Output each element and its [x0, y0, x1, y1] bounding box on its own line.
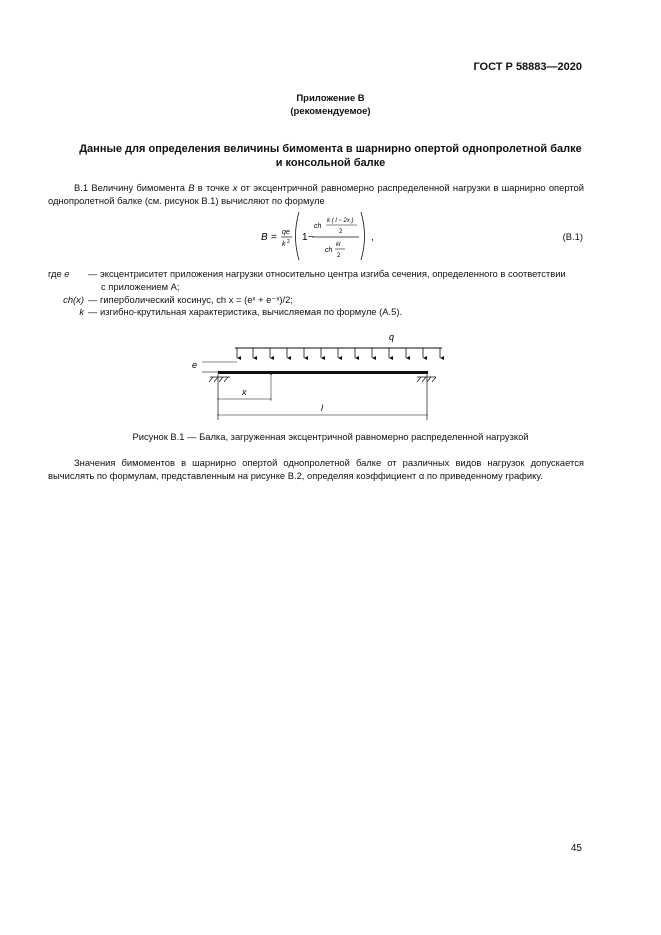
load-arrows: [237, 348, 440, 358]
formula-number: (В.1): [562, 231, 583, 242]
label-q: q: [389, 332, 395, 342]
formula-ch-num: ch: [314, 223, 322, 230]
page-number: 45: [570, 843, 582, 854]
definition-e: где e — эксцентриситет приложения нагрузки относительно центра изгиба сечения, определенного в соответствии с приложением А;: [48, 268, 566, 292]
beam: [218, 371, 428, 374]
label-x: x: [242, 387, 247, 397]
annex-heading-line-1: Данные для определения величины бимомента в шарнирно опертой однопролетной балке: [79, 143, 582, 155]
left-support: [209, 374, 230, 420]
paragraph-b2-intro: Значения бимоментов в шарнирно опертой однопролетной балке от различных видов нагрузок допускается вычислять по формулам, представленным на рисунке В.2, определяя коэффициент α по приведенному графику.: [48, 457, 584, 481]
figure-b1-beam-diagram: [180, 328, 450, 423]
formula-qe: qe: [282, 229, 290, 236]
formula-den-arg: kl: [336, 242, 341, 248]
standard-designation: ГОСТ Р 58883—2020: [473, 61, 582, 73]
formula-k-exp: 2: [287, 239, 290, 245]
formula-k: k: [282, 241, 286, 248]
annex-heading-line-2: и консольной балке: [275, 157, 386, 169]
formula-minus: −: [308, 232, 314, 243]
document-page: ГОСТ Р 58883—2020 Приложение В (рекомендуемое) Данные для определения величины бимомента в шарнирно опертой однопролетной балке и консольной балке В.1 Величину бимомента B в точке x от эксцентричной равномерно распределенной нагрузки в шарнирно опертой однопролетной балке (см. рисунок В.1) вычисляют по формуле B = qe k 2 1 − ch k ( l − 2x ) 2 ch kl 2 , (В.1) где e — эксцентриситет приложения нагрузки относительно центра изгиба сечения, определенного в соответствии с приложением А; ch(x) — гиперболический косинус, ch x = (eˣ + e⁻ˣ)/2; k — изгибно-крутильная характеристика, вычисляемая по формуле (А.5). q e x l Рисунок В.1 — Балка, загруженная эксцентричной равномерно распределенной нагрузкой Значения бимоментов в шарнирно опертой однопролетной балке от различных видов нагрузок допускается вычислять по формулам, представленным на рисунке В.2, определяя коэффициент α по приведенному графику. 45: [0, 0, 661, 935]
figure-b1-caption: Рисунок В.1 — Балка, загруженная эксцентричной равномерно распределенной нагрузкой: [132, 431, 529, 442]
annex-name: Приложение В: [296, 93, 365, 104]
formula-lhs: B: [261, 232, 268, 243]
right-support: [417, 374, 436, 420]
formula-ch-den: ch: [325, 247, 333, 254]
paragraph-b1: В.1 Величину бимомента B в точке x от эксцентричной равномерно распределенной нагрузки в шарнирно опертой однопролетной балке (см. рисунок В.1) вычисляют по формуле: [48, 182, 584, 206]
label-e: e: [192, 360, 198, 370]
formula-b1: [250, 207, 380, 265]
annex-heading: [0, 142, 661, 170]
formula-num-two: 2: [339, 229, 343, 235]
formula-eq: =: [271, 232, 277, 243]
formula-num-arg: k ( l − 2x ): [327, 218, 354, 224]
formula-one: 1: [302, 232, 308, 243]
formula-comma: ,: [371, 232, 374, 243]
annex-title: [0, 92, 661, 118]
formula-den-two: 2: [337, 253, 341, 259]
label-l: l: [321, 403, 323, 413]
annex-status: (рекомендуемое): [290, 106, 371, 117]
